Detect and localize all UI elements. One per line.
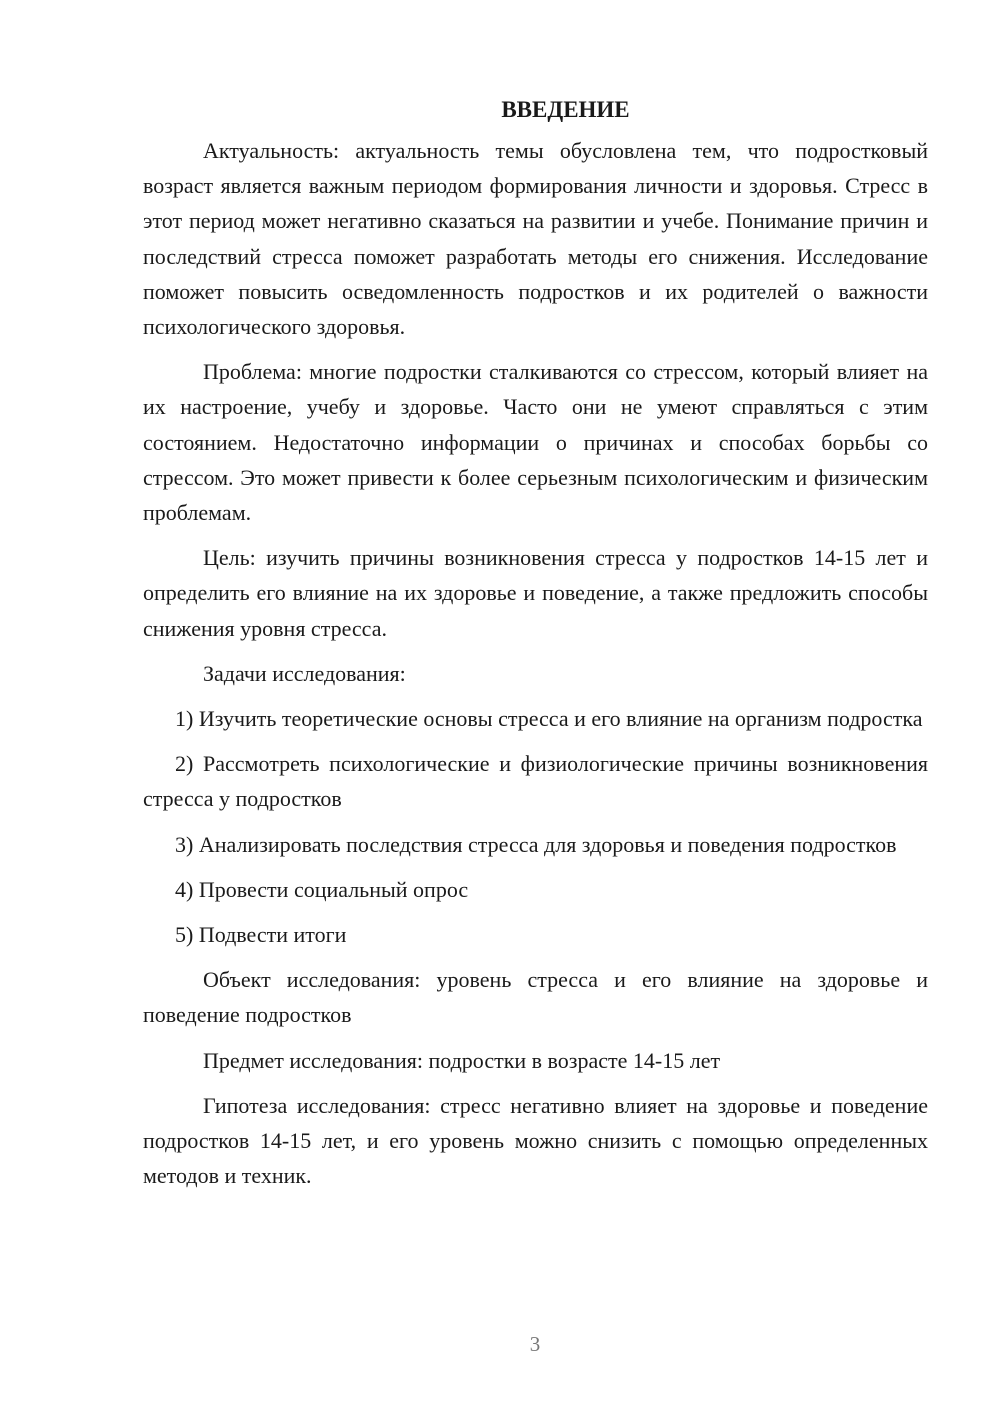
- page-number: 3: [529, 1332, 541, 1356]
- relevance-paragraph: Актуальность: актуальность темы обусловлена тем, что подростковый возраст является важным периодом формирования личности и здоровья. Стресс в этот период может негативно сказаться на развитии и учебе. Понимание причин и последствий стресса поможет разработать методы его снижения. Исследование поможет повысить осведомленность подростков и их родителей о важности психологического здоровья.: [143, 138, 928, 340]
- task-item-1: 1) Изучить теоретические основы стресса и его влияние на организм подростка: [175, 706, 923, 732]
- hypothesis-paragraph: Гипотеза исследования: стресс негативно влияет на здоровье и поведение подростков 14-15 лет, и его уровень можно снизить с помощью определенных методов и техник.: [143, 1092, 928, 1189]
- task-item-3: 3) Анализировать последствия стресса для здоровья и поведения подростков: [175, 831, 897, 857]
- goal-paragraph: Цель: изучить причины возникновения стресса у подростков 14-15 лет и определить его влияние на их здоровье и поведение, а также предложить способы снижения уровня стресса.: [143, 545, 928, 641]
- object-paragraph: Объект исследования: уровень стресса и его влияние на здоровье и поведение подростков: [143, 967, 928, 1028]
- task-item-4: 4) Провести социальный опрос: [175, 876, 469, 902]
- task-item-5: 5) Подвести итоги: [175, 922, 347, 948]
- page-title: ВВЕДЕНИЕ: [501, 97, 630, 122]
- problem-paragraph: Проблема: многие подростки сталкиваются со стрессом, который влияет на их настроение, учебу и здоровье. Часто они не умеют справляться с этим состоянием. Недостаточно информации о причинах и способах борьбы со стрессом. Это может привести к более серьезным психологическим и физическим проблемам.: [143, 359, 928, 526]
- subject-paragraph: Предмет исследования: подростки в возрасте 14-15 лет: [203, 1047, 721, 1073]
- task-item-2: 2) Рассмотреть психологические и физиологические причины возникновения стресса у подростков: [143, 751, 928, 812]
- tasks-heading: Задачи исследования:: [203, 660, 406, 686]
- page-content: [143, 92, 928, 1203]
